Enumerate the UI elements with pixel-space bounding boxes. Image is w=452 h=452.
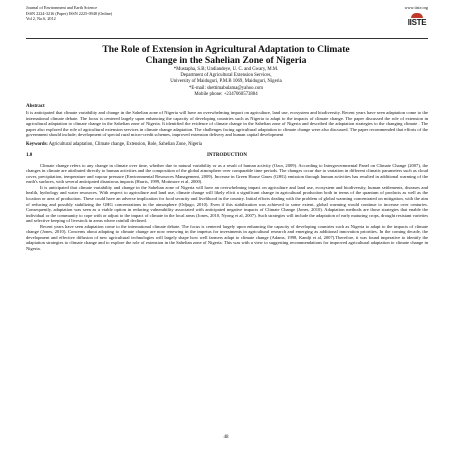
abstract-heading: Abstract (26, 104, 45, 109)
author-email[interactable]: *E-mail: shettimabulama@yahoo.com (189, 85, 263, 91)
intro-heading (26, 153, 428, 159)
header-divider (26, 38, 428, 39)
section-title: INTRODUCTION (206, 152, 247, 158)
intro-paragraph-2: It is anticipated that climate variability and change in the Sahelian zone of Nigeria will have an overwhelming impact on agriculture and land use, ecosystem and biodiversity, human settlements, diseases and health, hydrology and water resources. With respect to agriculture and land use, climate change will likely elicit a significant change in agricultural production both in terms of the quantum of products as well as the location or area of production. These could have an adverse implication for food security and livelihood in the country. Initial efforts dealing with the problem of global warming concentrated on mitigation, with the aim of reducing and possibly stabilizing the GHG concentrations in the atmosphere (Odjugo, 2010). Even if this stabilization was achieved to some extent, global warming would continue to increase over centuries. Consequently, adaptation was seen as a viable option in reducing vulnerability associated with anticipated negative impacts of Climate Change (Jones, 2010). Adaptation methods are those strategies that enable the individual or the community to cope with or adjust to the impact of climate in the local areas (Jones, 2010, Nyong et al, 2007). Such strategies will include the adaptation of early maturing crops, drought resistant varieties and selective keeping of livestock in areas where rainfall declined. (26, 184, 428, 224)
abstract-text: It is anticipated that climate variability and change in the Sahelian zone of Nigeria will have an overwhelming impact on agriculture, land use, ecosystem and biodiversity. Recent years have seen adaptation come to the international climate debate. The focus is centered largely upon enhancing the capacity of developing countries such as Nigeria to adapt to the impacts of climate change. The paper discussed the role of extension in agricultural adaptation to climate change in the Sahelian zone of Nigeria. It identified the evidence of climate change in the Sahelian zone of Nigeria and described the adaptation strategies to the changing climate . The paper also explored the role of agricultural extension services in climate change adaptation. The challenges facing agricultural adaptation to climate change were also discussed. The paper recommended that efforts of the government should include; development of special rural micro-credit schemes, improved extension delivery and human capital development (26, 110, 428, 138)
iiste-logo-icon (408, 13, 426, 27)
author-block (60, 67, 392, 98)
keywords-label: Keywords: (26, 141, 48, 147)
journal-name: Journal of Environment and Earth Science (26, 5, 98, 10)
title-line-2: Change in the Sahelian Zone of Nigeria (145, 55, 307, 67)
intro-paragraph-3: Recent years have seen adaptation come to the international climate debate. The focus is centered largely upon enhancing the capacity of developing countries such as Nigeria to adapt to the impacts of climate change (Jones, 2010). Concerns about adapting to climate change are now renewing in the impetus for investments in agricultural research and emerging as additional innovation priorities. In the coming decade, the development and effective diffusion of new agricultural technologies will largely shape how well farmers adapt to climate change (Adams, 1998, Kandji et al, 2007).Therefore, it was found imperative to identify the adaptation strategies to climate change and to explore the role of extension in the Sahelian zone of Nigeria. This was with a view to suggesting recommendations for improved agricultural adaptation to climate change in Nigeria. (26, 223, 428, 251)
article-title (40, 44, 412, 66)
author-phone: Mobile phone: +2347060573884 (194, 91, 258, 97)
author-department: Department of Agricultural Extension Services, (180, 73, 272, 79)
title-line-1: The Role of Extension in Agricultural Adaptation to Climate (102, 44, 350, 55)
keywords-line (26, 142, 428, 148)
logo-text: IISTE (407, 18, 427, 27)
page-number: 48 (223, 435, 229, 440)
author-university: University of Maiduguri, P.M.B 1069, Maiduguri, Nigeria (170, 79, 282, 85)
intro-paragraph-1: Climate change refers to any change in climate over time, whether due to natural variability or as a result of human activity (Ozor, 2009). According to Intergovernmental Panel on Climate Change (2007), the changes in climate are attributed directly to human activities and the composition of the global atmosphere over comparable time periods. The changes occur due to variation in different climatic parameters such as cloud cover, precipitation, temperature and vapour pressure (Environmental Resources Management, 2009). Increase in Green House Gases (GHG) emission through human activities has resulted in additional warming of the earth's surfaces, with several anticipated disastrous impacts (Harris, 1999, Motimore et al, 2000). (26, 162, 428, 185)
journal-volume: Vol 2, No.6, 2012 (26, 16, 56, 22)
journal-url[interactable]: www.iiste.org (404, 5, 428, 10)
journal-issn: ISSN 2224-3216 (Paper) ISSN 2225-0948 (Online) (26, 10, 113, 16)
author-names: *Mustapha, S.B; Undiandeye, U. C. and Gwary, M.M. (173, 67, 279, 72)
keywords-text: Agricultural adaptation, Climate change, Extension, Role, Sahelian Zone, Nigeria (48, 141, 203, 147)
article-body (26, 104, 428, 251)
section-number: 1.0 (26, 152, 33, 158)
journal-header (26, 5, 428, 39)
